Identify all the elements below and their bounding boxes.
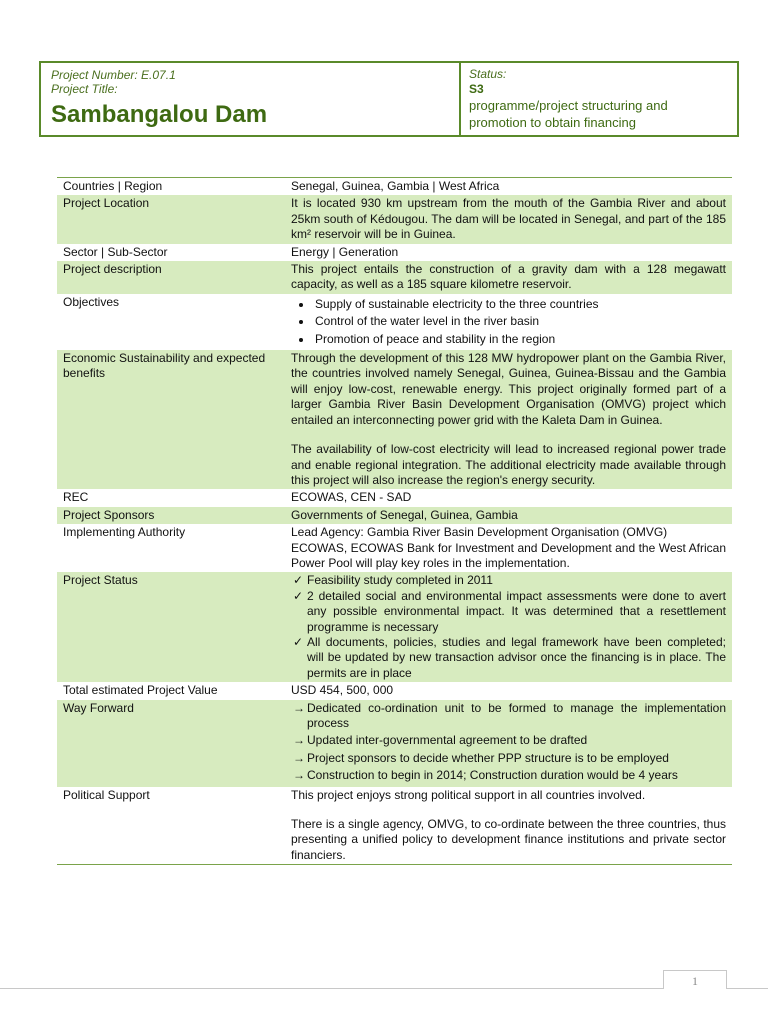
economic-paragraph-2: The availability of low-cost electricity will lead to increased regional power trade and enable regional integration. The additional electricity made available through this project will also increase the region's energy security. bbox=[291, 442, 726, 487]
table-row-rec bbox=[57, 489, 732, 506]
row-label: Countries | Region bbox=[57, 178, 285, 196]
list-item: • Control of the water level in the river basin bbox=[313, 314, 726, 329]
project-title-label: Project Title: bbox=[51, 82, 118, 96]
row-value: This project entails the construction of a gravity dam with a 128 megawatt capacity, as well as a 185 square kilometre reservoir. bbox=[285, 261, 732, 294]
row-value: Energy | Generation bbox=[291, 244, 399, 259]
list-item: • Promotion of peace and stability in the region bbox=[313, 332, 726, 347]
row-label: Project Status bbox=[57, 572, 285, 682]
table-row-economic bbox=[57, 350, 732, 489]
status-label: Status: bbox=[469, 67, 507, 81]
footer-rule bbox=[0, 988, 768, 989]
way-forward-list bbox=[291, 701, 726, 784]
list-item: → Project sponsors to decide whether PPP structure is to be employed bbox=[293, 750, 669, 765]
row-value: Senegal, Guinea, Gambia | West Africa bbox=[285, 178, 732, 196]
table-row-authority bbox=[57, 524, 732, 572]
row-value: It is located 930 km upstream from the mouth of the Gambia River and about 25km south of Kédougou. The dam will be located in Senegal, and part of the 185 km² reservoir will be in Guinea. bbox=[285, 195, 732, 243]
table-row-value bbox=[57, 682, 732, 699]
list-item: • Supply of sustainable electricity to the three countries bbox=[313, 297, 726, 312]
list-item: ✓ Feasibility study completed in 2011 bbox=[293, 573, 493, 588]
project-number: E.07.1 bbox=[141, 68, 176, 82]
row-label: Project Sponsors bbox=[57, 507, 285, 524]
economic-paragraph-1: Through the development of this 128 MW hydropower plant on the Gambia River, the countries involved namely Senegal, Guinea, Guinea-Bissau and the Gambia will enjoy low-cost, renewable energy. This project originally formed part of a larger Gambia River Basin Development Organisation (OMVG) project which entailed an interconnecting power grid with the Kaleta Dam in Guinea. bbox=[291, 351, 726, 427]
table-row-forward bbox=[57, 700, 732, 787]
row-value bbox=[285, 524, 732, 572]
row-label: Economic Sustainability and expected benefits bbox=[57, 350, 285, 489]
project-header bbox=[39, 61, 739, 137]
project-info-table bbox=[57, 177, 732, 865]
row-value bbox=[285, 787, 732, 865]
table-row-objectives bbox=[57, 294, 732, 350]
project-number-label: Project Number: bbox=[51, 68, 138, 82]
row-label: Project description bbox=[57, 261, 285, 294]
list-item: → Construction to begin in 2014; Construction duration would be 4 years bbox=[293, 768, 678, 783]
checkmark-icon: ✓ bbox=[293, 588, 304, 603]
political-paragraph-1: This project enjoys strong political support in all countries involved. bbox=[291, 787, 646, 802]
row-label: Political Support bbox=[57, 787, 285, 865]
row-label: Way Forward bbox=[57, 700, 285, 787]
page-number: 1 bbox=[663, 970, 727, 989]
list-item: → Updated inter-governmental agreement to be drafted bbox=[293, 733, 588, 748]
row-value bbox=[285, 572, 732, 682]
row-label: Total estimated Project Value bbox=[63, 683, 218, 698]
arrow-right-icon: → bbox=[293, 733, 305, 748]
row-value: ECOWAS, CEN - SAD bbox=[291, 490, 412, 505]
row-value: USD 454, 500, 000 bbox=[291, 683, 394, 698]
table-row-countries bbox=[57, 178, 732, 196]
checkmark-icon: ✓ bbox=[293, 573, 304, 588]
status-list bbox=[291, 573, 726, 681]
list-item: → Dedicated co-ordination unit to be formed to manage the implementation process bbox=[293, 700, 726, 730]
project-status-panel bbox=[461, 63, 737, 135]
table-row-location bbox=[57, 195, 732, 243]
list-item: ✓ 2 detailed social and environmental impact assessments were done to avert any possible environmental impact. It was determined that a resettlement programme is necessary bbox=[293, 588, 726, 634]
row-value bbox=[285, 700, 732, 787]
authority-line-1: Lead Agency: Gambia River Basin Development Organisation (OMVG) bbox=[291, 525, 668, 540]
project-identity-panel bbox=[41, 63, 461, 135]
row-value: Governments of Senegal, Guinea, Gambia bbox=[285, 507, 732, 524]
row-value bbox=[285, 294, 732, 350]
checkmark-icon: ✓ bbox=[293, 634, 304, 649]
project-number-line bbox=[51, 68, 449, 82]
arrow-right-icon: → bbox=[293, 768, 305, 783]
objectives-list bbox=[291, 297, 726, 347]
row-value bbox=[285, 350, 732, 489]
row-label: Project Location bbox=[57, 195, 285, 243]
political-paragraph-2: There is a single agency, OMVG, to co-ordinate between the three countries, thus presenting a unified policy to development finance institutions and private sector financiers. bbox=[291, 817, 726, 862]
list-item: ✓ All documents, policies, studies and legal framework have been completed; will be updated by new transaction advisor once the financing is in place. The permits are in place bbox=[293, 634, 726, 680]
row-label: Implementing Authority bbox=[63, 525, 186, 540]
table-row-sponsors bbox=[57, 507, 732, 524]
status-description: programme/project structuring and promotion to obtain financing bbox=[469, 98, 668, 130]
authority-line-2: ECOWAS, ECOWAS Bank for Investment and Development and the West African Power Pool will play key roles in the implementation. bbox=[291, 540, 726, 570]
table-row-political bbox=[57, 787, 732, 865]
table-row-status bbox=[57, 572, 732, 682]
table-row-sector bbox=[57, 244, 732, 261]
arrow-right-icon: → bbox=[293, 750, 305, 765]
status-code: S3 bbox=[469, 82, 484, 96]
row-label: Sector | Sub-Sector bbox=[63, 244, 168, 259]
row-label: Objectives bbox=[63, 294, 120, 309]
page-title: Sambangalou Dam bbox=[51, 101, 268, 128]
arrow-right-icon: → bbox=[293, 700, 305, 715]
table-row-description bbox=[57, 261, 732, 294]
row-label: REC bbox=[63, 490, 89, 505]
